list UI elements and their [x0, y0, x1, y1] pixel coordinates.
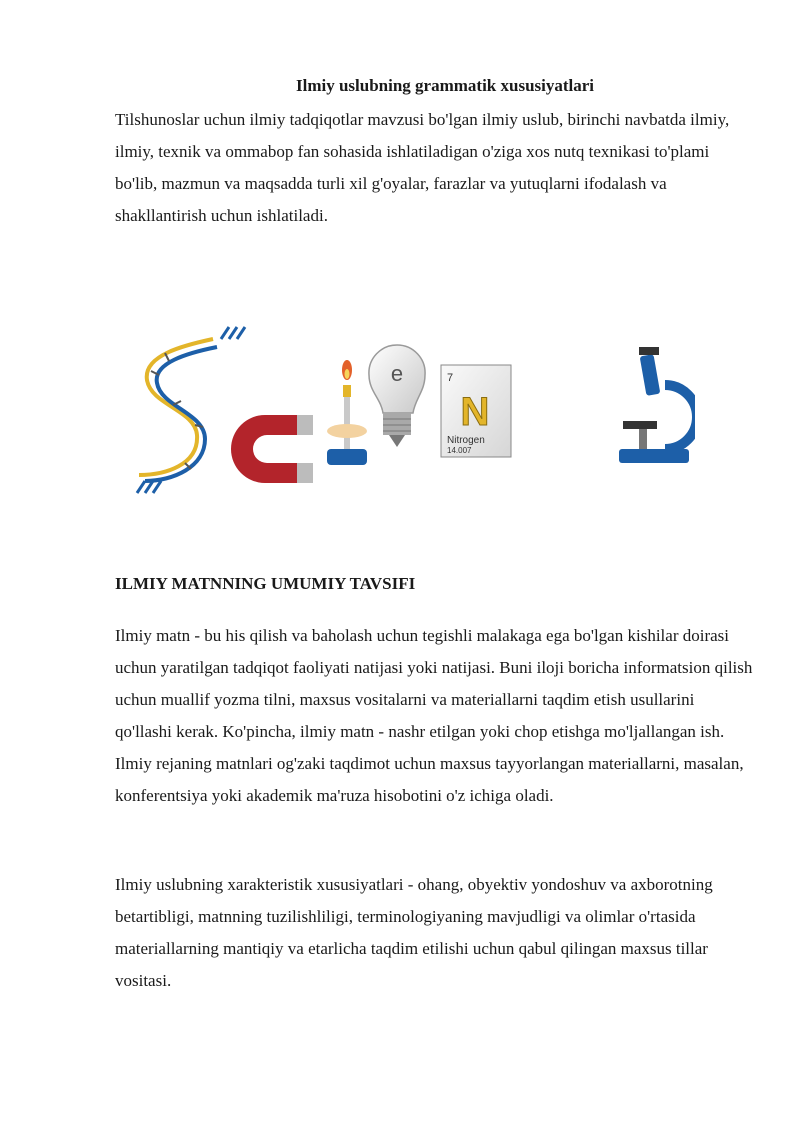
light-bulb-icon — [369, 345, 425, 447]
nitrogen-element-tile — [441, 365, 511, 457]
element-mass: 14.007 — [447, 446, 472, 455]
magnet-icon — [231, 415, 313, 483]
section-heading: ILMIY MATNNING UMUMIY TAVSIFI — [115, 574, 416, 593]
intro-paragraph: Tilshunoslar uchun ilmiy tadqiqotlar mavzusi bo'lgan ilmiy uslub, birinchi navbatda ilmiy, ilmiy, texnik va ommabop fan sohasida ishlatiladigan o'ziga xos nutq texnikasi to'plami bo'lib, mazmun va maqsadda turli xil g'oyalar, farazlar va yutuqlarni ifodalash va shakllantirish uchun ishlatiladi. — [115, 110, 730, 225]
element-symbol: N — [460, 390, 490, 434]
dna-helix-icon — [137, 327, 245, 493]
microscope-icon — [619, 347, 695, 463]
element-name: Nitrogen — [447, 435, 485, 446]
document-title: Ilmiy uslubning grammatik xususiyatlari — [295, 76, 595, 95]
body-paragraph-2: Ilmiy uslubning xarakteristik xususiyatlari - ohang, obyektiv yondoshuv va axborotning betartibligi, matnning tuzilishliligi, terminologiyaning mavjudligi va olimlar o'rtasida materiallarning mantiqiy va etarlicha taqdim etilishi uchun qabul qilingan maxsus tillar vositasi. — [115, 875, 713, 990]
svg-text:e: e — [390, 361, 404, 386]
body-paragraph-1: Ilmiy matn - bu his qilish va baholash uchun tegishli malakaga ega bo'lgan kishilar doirasi uchun yaratilgan tadqiqot faoliyati natijasi yoki natijasi. Buni iloji boricha informatsion qilish uchun muallif yozma tilni, maxsus vositalarni va materiallarni taqdim etish usullarini qo'llashi kerak. Ko'pincha, ilmiy matn - nashr etilgan yoki chop etishga mo'ljallangan ish. Ilmiy rejaning matnlari og'zaki taqdimot uchun maxsus tayyorlangan materiallarni, masalan, konferentsiya yoki akademik ma'ruza hisobotini o'z ichiga oladi. — [115, 626, 753, 805]
element-number: 7 — [447, 372, 454, 384]
bunsen-burner-icon — [327, 360, 367, 465]
science-illustration — [125, 325, 695, 550]
crescent-moon-icon — [531, 371, 585, 467]
